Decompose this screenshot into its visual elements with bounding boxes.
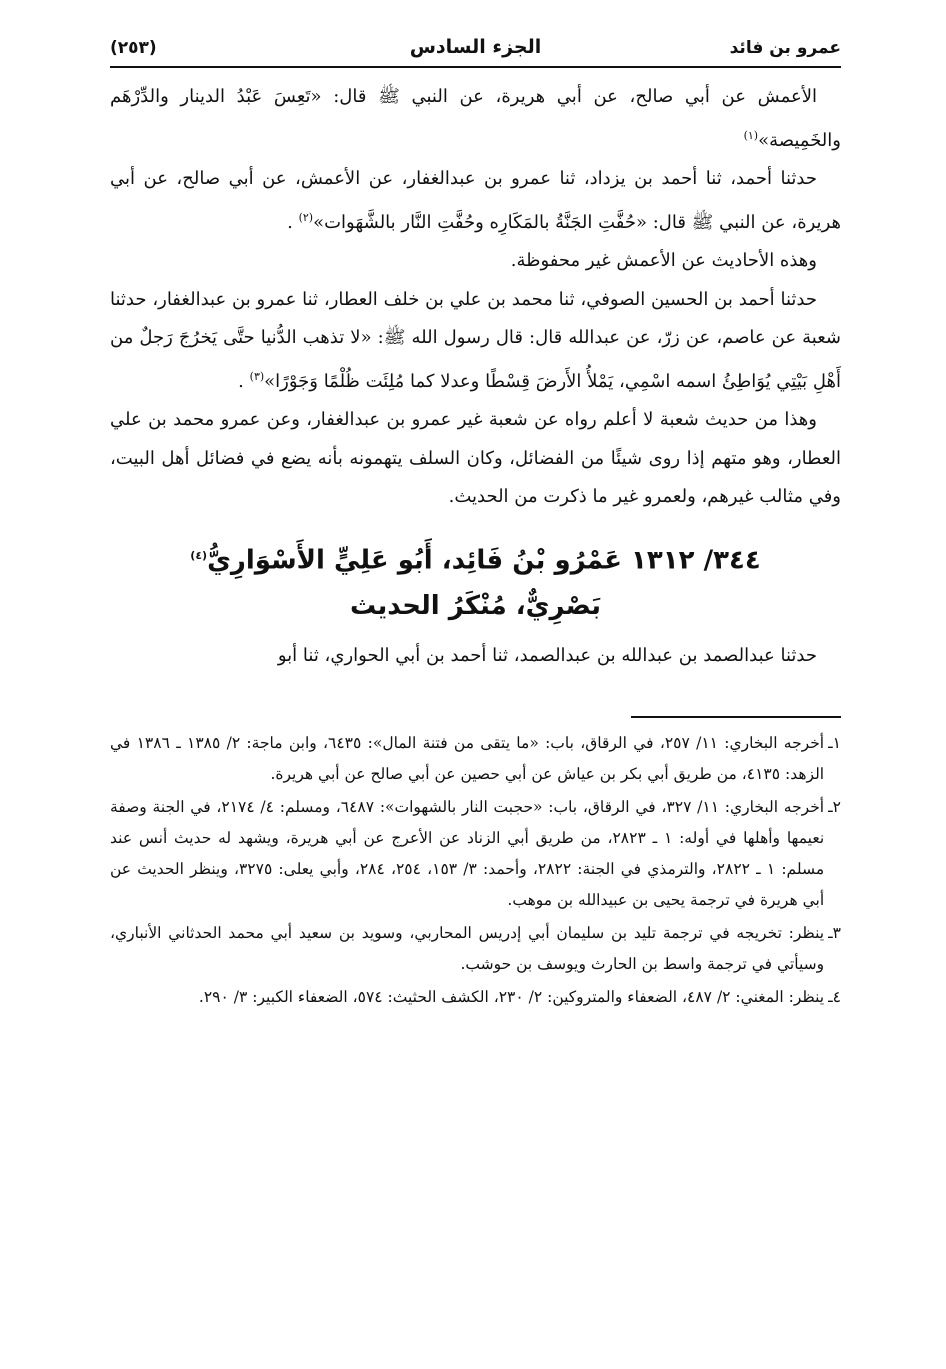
footnotes <box>110 728 841 1013</box>
header-volume: الجزء السادس <box>409 36 542 58</box>
footnote-ref-1[interactable]: (١) <box>743 128 759 142</box>
paragraph-1: الأعمش عن أبي صالح، عن أبي هريرة، عن النبي ﷺ قال: «تَعِسَ عَبْدُ الدينار والدِّرْهَم والخَمِيصة»$^{(١)}$ <box>110 86 841 151</box>
main-text <box>110 78 841 517</box>
footnote-2 <box>110 792 841 916</box>
paragraph-3: وهذه الأحاديث عن الأعمش غير محفوظة. <box>510 250 817 271</box>
footnote-divider <box>631 716 841 718</box>
footnote-number: ١ـ <box>828 733 841 752</box>
footnote-number: ٢ـ <box>828 797 841 816</box>
footnote-3 <box>110 918 841 980</box>
footnote-number: ٣ـ <box>828 923 841 942</box>
paragraph-5: وهذا من حديث شعبة لا أعلم رواه عن شعبة غير عمرو بن عبدالغفار، وعن عمرو محمد بن علي العطار، وهو متهم إذا روى شيئًا من الفضائل، وكان السلف يتهمونه بأنه يضع في فضائل أهل البيت، وفي مثالب غيرهم، ولعمرو غير ما ذكرت من الحديث. <box>110 409 841 507</box>
page-number: (٢٥٣) <box>110 38 157 58</box>
footnote-text: ينظر: تخريجه في ترجمة تليد بن سليمان أبي إدريس المحاربي، وسويد بن سعيد أبي محمد الحدثاني الأنباري، وسيأتي في ترجمة واسط بن الحارث ويوسف بن حوشب. <box>110 923 825 973</box>
footnote-ref-2[interactable]: (٢) <box>298 210 314 224</box>
entry-heading <box>110 533 841 630</box>
running-header <box>110 30 841 68</box>
footnote-number: ٤ـ <box>828 987 841 1006</box>
footnote-4 <box>110 982 841 1013</box>
footnote-ref-4[interactable]: (٤) <box>190 548 208 562</box>
footnote-text: ينظر: المغني: ٢/ ٤٨٧، الضعفاء والمتروكين: ٢/ ٢٣٠، الكشف الحثيث: ٥٧٤، الضعفاء الكبير: ٣/ ٢٩٠. <box>198 987 825 1006</box>
footnote-1 <box>110 728 841 790</box>
footnote-text: أخرجه البخاري: ١١/ ٣٢٧، في الرقاق، باب: «حجبت النار بالشهوات»: ٦٤٨٧، ومسلم: ٤/ ٢١٧٤، في الجنة وصفة نعيمها وأهلها في أوله: ١ ـ ٢٨٢٣، من طريق أبي الزناد عن الأعرج عن أبي هريرة، ويشهد له حديث أنس عند مسلم: ١ ـ ٢٨٢٢، والترمذي في الجنة: ٢٨٢٢، وأحمد: ٣/ ١٥٣، ٢٥٤، ٢٨٤، وأبي يعلى: ٣٢٧٥، وينظر الحديث عن أبي هريرة في ترجمة يحيى بن عبيدالله بن موهب. <box>110 797 825 909</box>
header-entry-name: عمرو بن فائد <box>729 38 841 58</box>
entry-subtitle: بَصْرِيٌّ، مُنْكَرُ الحديث <box>349 591 602 622</box>
paragraph-4: حدثنا أحمد بن الحسين الصوفي، ثنا محمد بن علي بن خلف العطار، ثنا عمرو بن عبدالغفار، حدثنا شعبة عن عاصم، عن زرّ، عن عبدالله قال: قال رسول الله ﷺ: «لا تذهب الدُّنيا حتَّى يَخرُجَ رَجلٌ من أَهْلِ بَيْتِي يُوَاطِئُ اسمه اسْمِي، يَمْلأُ الأَرضَ قِسْطًا وعدلا كما مُلِئَت ظُلْمًا وَجَوْرًا»$^{(٣)}$ . <box>110 288 841 392</box>
paragraph-2: حدثنا أحمد، ثنا أحمد بن يزداد، ثنا عمرو بن عبدالغفار، عن الأعمش، عن أبي صالح، عن أبي هريرة، عن النبي ﷺ قال: «حُفَّتِ الجَنَّةُ بالمَكَارِه وحُفَّتِ النَّار بالشَّهَوات»$^{(٢)}$ . <box>110 168 841 233</box>
footnote-text: أخرجه البخاري: ١١/ ٢٥٧، في الرقاق، باب: «ما يتقى من فتنة المال»: ٦٤٣٥، وابن ماجة: ٢/ ١٣٨٥ ـ ١٣٨٦ في الزهد: ٤١٣٥، من طريق أبي بكر بن عياش عن أبي حصين عن أبي صالح عن أبي هريرة. <box>110 733 825 783</box>
entry-title: ٣٤٤/ ١٣١٢ عَمْرُو بْنُ فَائِد، أَبُو عَلِيٍّ الأَسْوَارِيُّ$^{(٤)}$ <box>190 545 761 576</box>
entry-text: حدثنا عبدالصمد بن عبدالله بن عبدالصمد، ثنا أحمد بن أبي الحواري، ثنا أبو <box>277 645 817 667</box>
footnote-ref-3[interactable]: (٣) <box>249 369 265 383</box>
